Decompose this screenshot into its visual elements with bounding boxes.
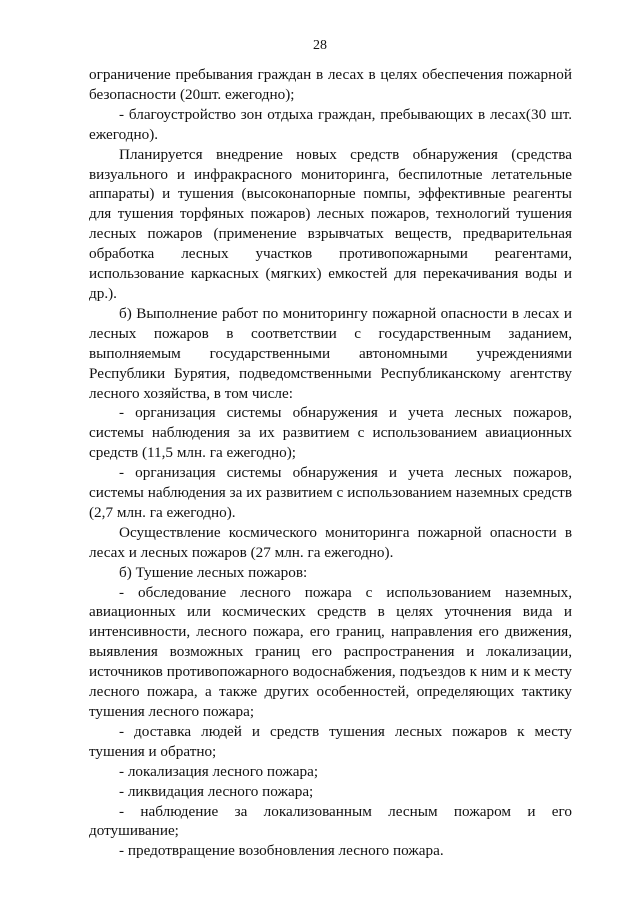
document-body xyxy=(89,65,572,861)
paragraph-prevention: - предотвращение возобновления лесного пожара. xyxy=(119,842,444,860)
paragraph-aviation-monitoring: - организация системы обнаружения и учета лесных пожаров, системы наблюдения за их развитием с использованием авиационных средств (11,5 млн. га ежегодно); xyxy=(89,404,572,462)
paragraph-localization: - локализация лесного пожара; xyxy=(119,762,319,780)
paragraph-fire-extinguishing-heading: б) Тушение лесных пожаров: xyxy=(119,563,308,581)
paragraph-new-technologies: Планируется внедрение новых средств обнаружения (средства визуального и инфракрасного мониторинга, беспилотные летательные аппараты) и тушения (высоконапорные помпы, эффективные реагенты для тушения торфяных пожаров) лесных пожаров, технологий тушения лесных пожаров (применение взрывчатых веществ, предварительная обработка лесных участков противопожарными реагентами, использование каркасных (мягких) емкостей для перекачивания воды и др.). xyxy=(89,145,572,302)
paragraph-restriction-continuation: ограничение пребывания граждан в лесах в целях обеспечения пожарной безопасности (20шт. ежегодно); xyxy=(89,66,572,103)
paragraph-delivery: - доставка людей и средств тушения лесных пожаров к месту тушения и обратно; xyxy=(89,722,572,760)
paragraph-recreation-zones: - благоустройство зон отдыха граждан, пребывающих в лесах(30 шт. ежегодно). xyxy=(89,105,572,143)
paragraph-fire-survey: - обследование лесного пожара с использованием наземных, авиационных или космических средств в целях уточнения вида и интенсивности, лесного пожара, его границ, направления его движения, выявления возможных границ его распространения и локализации, источников противопожарного водоснабжения, подъездов к ним и к месту лесного пожара, а также других особенностей, определяющих тактику тушения лесного пожара; xyxy=(89,583,572,720)
paragraph-ground-monitoring: - организация системы обнаружения и учета лесных пожаров, системы наблюдения за их развитием с использованием наземных средств (2,7 млн. га ежегодно). xyxy=(89,464,572,521)
paragraph-observation: - наблюдение за локализованным лесным пожаром и его дотушивание; xyxy=(89,802,572,840)
paragraph-space-monitoring: Осуществление космического мониторинга пожарной опасности в лесах и лесных пожаров (27 млн. га ежегодно). xyxy=(89,523,572,561)
paragraph-liquidation: - ликвидация лесного пожара; xyxy=(119,782,314,800)
page-number: 28 xyxy=(313,38,327,53)
paragraph-monitoring-works: б) Выполнение работ по мониторингу пожарной опасности в лесах и лесных пожаров в соответствии с государственным заданием, выполняемым государственными автономными учреждениями Республики Бурятия, подведомственными Республиканскому агентству лесного хозяйства, в том числе: xyxy=(89,304,572,402)
